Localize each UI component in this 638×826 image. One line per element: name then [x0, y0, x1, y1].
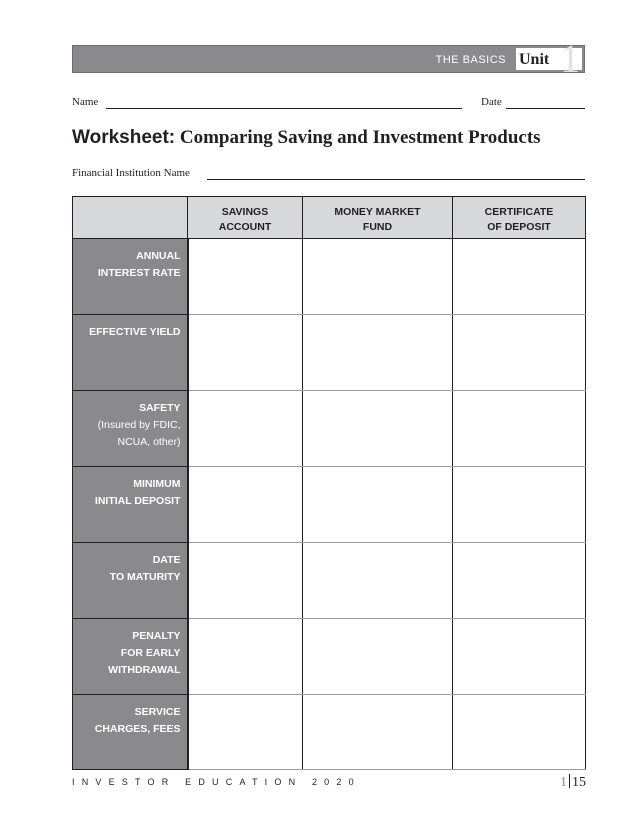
table-row-penalty	[73, 619, 586, 695]
entry-cell[interactable]	[453, 695, 586, 770]
entry-cell[interactable]	[303, 239, 453, 315]
entry-cell[interactable]	[303, 391, 453, 467]
row-label-line: SAFETY	[139, 402, 181, 414]
row-label-line: INITIAL DEPOSIT	[94, 495, 181, 507]
entry-cell[interactable]	[303, 695, 453, 770]
page-title	[72, 127, 541, 149]
unit-label: Unit	[519, 51, 550, 68]
unit-badge	[516, 36, 582, 81]
entry-cell[interactable]	[303, 619, 453, 695]
row-label-line: NCUA, other)	[117, 436, 181, 448]
table-header-row	[73, 197, 586, 239]
publication-name: INVESTOR EDUCATION 2020	[72, 777, 361, 787]
column-header-certificate	[453, 197, 586, 239]
column-header-savings	[188, 197, 303, 239]
section-title: THE BASICS	[435, 54, 506, 66]
entry-cell[interactable]	[303, 315, 453, 391]
title-prefix: Worksheet:	[72, 127, 176, 148]
row-label-line: WITHDRAWAL	[108, 664, 181, 676]
name-label: Name	[72, 96, 99, 108]
row-label-line: ANNUAL	[136, 250, 181, 262]
row-label	[73, 391, 188, 467]
entry-cell[interactable]	[453, 543, 586, 619]
entry-cell[interactable]	[188, 695, 303, 770]
row-label	[73, 239, 188, 315]
row-label	[73, 467, 188, 543]
date-label: Date	[481, 96, 502, 108]
row-label-line: PENALTY	[132, 630, 181, 642]
row-label-line: (Insured by FDIC,	[97, 419, 181, 431]
institution-line[interactable]	[207, 179, 585, 180]
row-label	[73, 695, 188, 770]
entry-cell[interactable]	[453, 239, 586, 315]
column-header-line: ACCOUNT	[218, 221, 272, 233]
row-label-line: CHARGES, FEES	[94, 723, 181, 735]
entry-cell[interactable]	[188, 315, 303, 391]
entry-cell[interactable]	[303, 543, 453, 619]
name-line[interactable]	[106, 108, 462, 109]
row-label-line: DATE	[152, 554, 181, 566]
entry-cell[interactable]	[453, 315, 586, 391]
footer-unit-number: 1	[560, 775, 567, 790]
row-label-line: INTEREST RATE	[97, 267, 181, 279]
table-row-date-to-maturity	[73, 543, 586, 619]
page-number-block	[560, 774, 586, 791]
column-header-line: CERTIFICATE	[484, 206, 554, 218]
entry-cell[interactable]	[453, 619, 586, 695]
column-header-line: SAVINGS	[221, 206, 269, 218]
page-number: 15	[572, 775, 586, 790]
row-label	[73, 315, 188, 391]
entry-cell[interactable]	[188, 619, 303, 695]
column-header-line: MONEY MARKET	[334, 206, 421, 218]
corner-cell	[73, 197, 188, 239]
row-label-line: EFFECTIVE YIELD	[89, 326, 181, 338]
entry-cell[interactable]	[188, 543, 303, 619]
row-label-line: TO MATURITY	[109, 571, 181, 583]
table-row-service-charges	[73, 695, 586, 770]
row-label-line: SERVICE	[134, 706, 181, 718]
column-header-line: OF DEPOSIT	[487, 221, 551, 233]
table-row-interest-rate	[73, 239, 586, 315]
entry-cell[interactable]	[188, 239, 303, 315]
column-header-money-market	[303, 197, 453, 239]
row-label-line: MINIMUM	[133, 478, 181, 490]
date-line[interactable]	[506, 108, 585, 109]
row-label	[73, 619, 188, 695]
entry-cell[interactable]	[453, 391, 586, 467]
entry-cell[interactable]	[188, 467, 303, 543]
entry-cell[interactable]	[303, 467, 453, 543]
institution-label: Financial Institution Name	[72, 167, 190, 179]
title-text: Comparing Saving and Investment Products	[179, 127, 541, 148]
table-row-minimum-deposit	[73, 467, 586, 543]
column-header-line: FUND	[362, 221, 393, 233]
entry-cell[interactable]	[188, 391, 303, 467]
footer-divider	[569, 774, 570, 788]
row-label-line: FOR EARLY	[120, 647, 181, 659]
unit-header-bar	[72, 36, 585, 81]
table-row-effective-yield	[73, 315, 586, 391]
entry-cell[interactable]	[453, 467, 586, 543]
table-row-safety	[73, 391, 586, 467]
row-label	[73, 543, 188, 619]
comparison-table	[72, 196, 586, 770]
unit-number: 1	[560, 36, 580, 81]
